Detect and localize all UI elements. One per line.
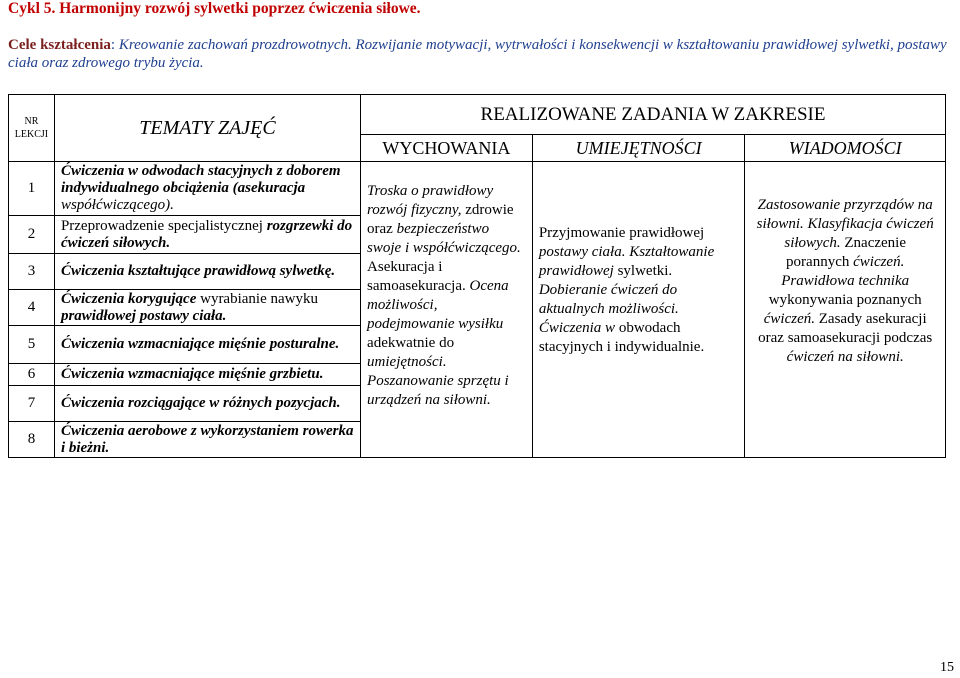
lesson-topic-part: Ćwiczenia wzmacniające mięśnie [60, 336, 270, 352]
lesson-number: 2 [9, 216, 55, 254]
realized-header: REALIZOWANE ZADANIA W ZAKRESIE [361, 95, 946, 135]
wiadomosci-cell-text: Zastosowanie przyrządów na siłowni. Klasyfikacja ćwiczeń siłowych. [756, 197, 934, 251]
lesson-topic [54, 422, 360, 458]
wiadomosci-cell-text: Zasady asekuracji oraz samoasekuracji podczas [758, 311, 933, 346]
goals-colon: : [110, 37, 119, 53]
goals-paragraph [8, 36, 948, 72]
lesson-topic-part: Ćwiczenia korygujące [60, 290, 201, 307]
wychowania-header: WYCHOWANIA [361, 135, 533, 162]
lesson-topic-part: współćwiczącego [60, 197, 166, 213]
wiadomosci-cell-text: Znaczenie porannych [786, 235, 906, 270]
lesson-topic-part: prawidłowej postawy ciała. [60, 307, 227, 324]
lesson-topic-part: Ćwiczenia kształtujące prawidłową sylwetkę. [60, 263, 336, 279]
umiejetnosci-cell [532, 162, 745, 458]
topics-header: TEMATY ZAJĘĆ [54, 95, 360, 162]
wychowania-cell-text: umiejętności. Poszanowanie sprzętu i urządzeń na siłowni. [367, 354, 509, 408]
lesson-topic-part: . [335, 336, 340, 352]
lesson-topic [54, 326, 360, 364]
umiejetnosci-cell-text: obwodach stacyjnych i indywidualnie. [538, 320, 705, 355]
wychowania-cell [361, 162, 533, 458]
lesson-topic [54, 162, 360, 216]
lesson-topic-part: Ćwiczenia wzmacniające mięśnie grzbietu. [60, 366, 324, 382]
lesson-number: 7 [9, 386, 55, 422]
wychowania-cell-text: bezpieczeństwo swoje i współćwiczącego. [367, 221, 521, 256]
lesson-number: 5 [9, 326, 55, 364]
lesson-number: 6 [9, 364, 55, 386]
wychowania-cell-text: Troska o prawidłowy rozwój fizyczny, [367, 183, 494, 218]
lesson-topic-part: posturalne [269, 336, 336, 352]
lesson-number: 4 [9, 290, 55, 326]
lesson-number: 3 [9, 254, 55, 290]
wiadomosci-cell-text: wykonywania poznanych [768, 292, 922, 308]
goals-text: Kreowanie zachowań prozdrowotnych. Rozwijanie motywacji, wytrwałości i konsekwencji w kształtowaniu prawidłowej sylwetki, postawy ciała oraz zdrowego trybu życia. [8, 37, 947, 71]
wychowania-cell-text: adekwatnie do [367, 335, 455, 351]
wiadomosci-cell-text: ćwiczeń na siłowni. [786, 349, 904, 365]
umiejetnosci-header: UMIEJĘTNOŚCI [532, 135, 745, 162]
lesson-topic [54, 364, 360, 386]
wychowania-cell-text: Asekuracja i samoasekuracja. [367, 259, 470, 294]
nr-header [9, 95, 55, 162]
lesson-topic [54, 254, 360, 290]
wychowania-cell-text: zdrowie oraz [367, 202, 514, 237]
lesson-topic-part: rozgrzewki do ćwiczeń siłowych. [60, 217, 353, 251]
nr-header-line2: LEKCJI [14, 129, 49, 140]
lesson-number: 8 [9, 422, 55, 458]
lesson-topic [54, 386, 360, 422]
umiejetnosci-cell-text: Przyjmowanie prawidłowej [538, 225, 705, 241]
wiadomosci-header: WIADOMOŚCI [745, 135, 946, 162]
lesson-table [8, 94, 946, 458]
nr-header-line1: NR [24, 116, 39, 127]
goals-label: Cele kształcenia [8, 37, 111, 53]
document-heading: Cykl 5. Harmonijny rozwój sylwetki poprzez ćwiczenia siłowe. [8, 0, 421, 17]
lesson-number: 1 [9, 162, 55, 216]
wiadomosci-cell-text: ćwiczeń. [763, 311, 819, 327]
lesson-topic [54, 216, 360, 254]
lesson-topic [54, 290, 360, 326]
wiadomosci-cell-text: ćwiczeń. Prawidłowa technika [781, 254, 910, 289]
umiejetnosci-cell-text: Dobieranie ćwiczeń do aktualnych możliwości. Ćwiczenia w [538, 282, 679, 336]
lesson-topic-part: Ćwiczenia rozciągające w różnych pozycjach. [60, 395, 341, 411]
lesson-topic-part: Ćwiczenia aerobowe z wykorzystaniem rowerka i bieżni. [60, 422, 354, 456]
wychowania-cell-text: Ocena możliwości, podejmowanie wysiłku [367, 278, 509, 332]
lesson-topic-part: Przeprowadzenie specjalistycznej [60, 217, 263, 234]
umiejetnosci-cell-text: sylwetki. [617, 263, 673, 279]
lesson-topic-part: ). [165, 197, 174, 213]
lesson-topic-part: wyrabianie nawyku [200, 290, 318, 307]
lesson-topic-part: Ćwiczenia w odwodach stacyjnych z doborem indywidualnego obciążenia (asekuracja [60, 163, 341, 196]
umiejetnosci-cell-text: postawy ciała. Kształtowanie prawidłowej [538, 244, 715, 279]
page-number: 15 [940, 660, 954, 675]
wiadomosci-cell [745, 162, 946, 458]
table-row [9, 162, 946, 216]
